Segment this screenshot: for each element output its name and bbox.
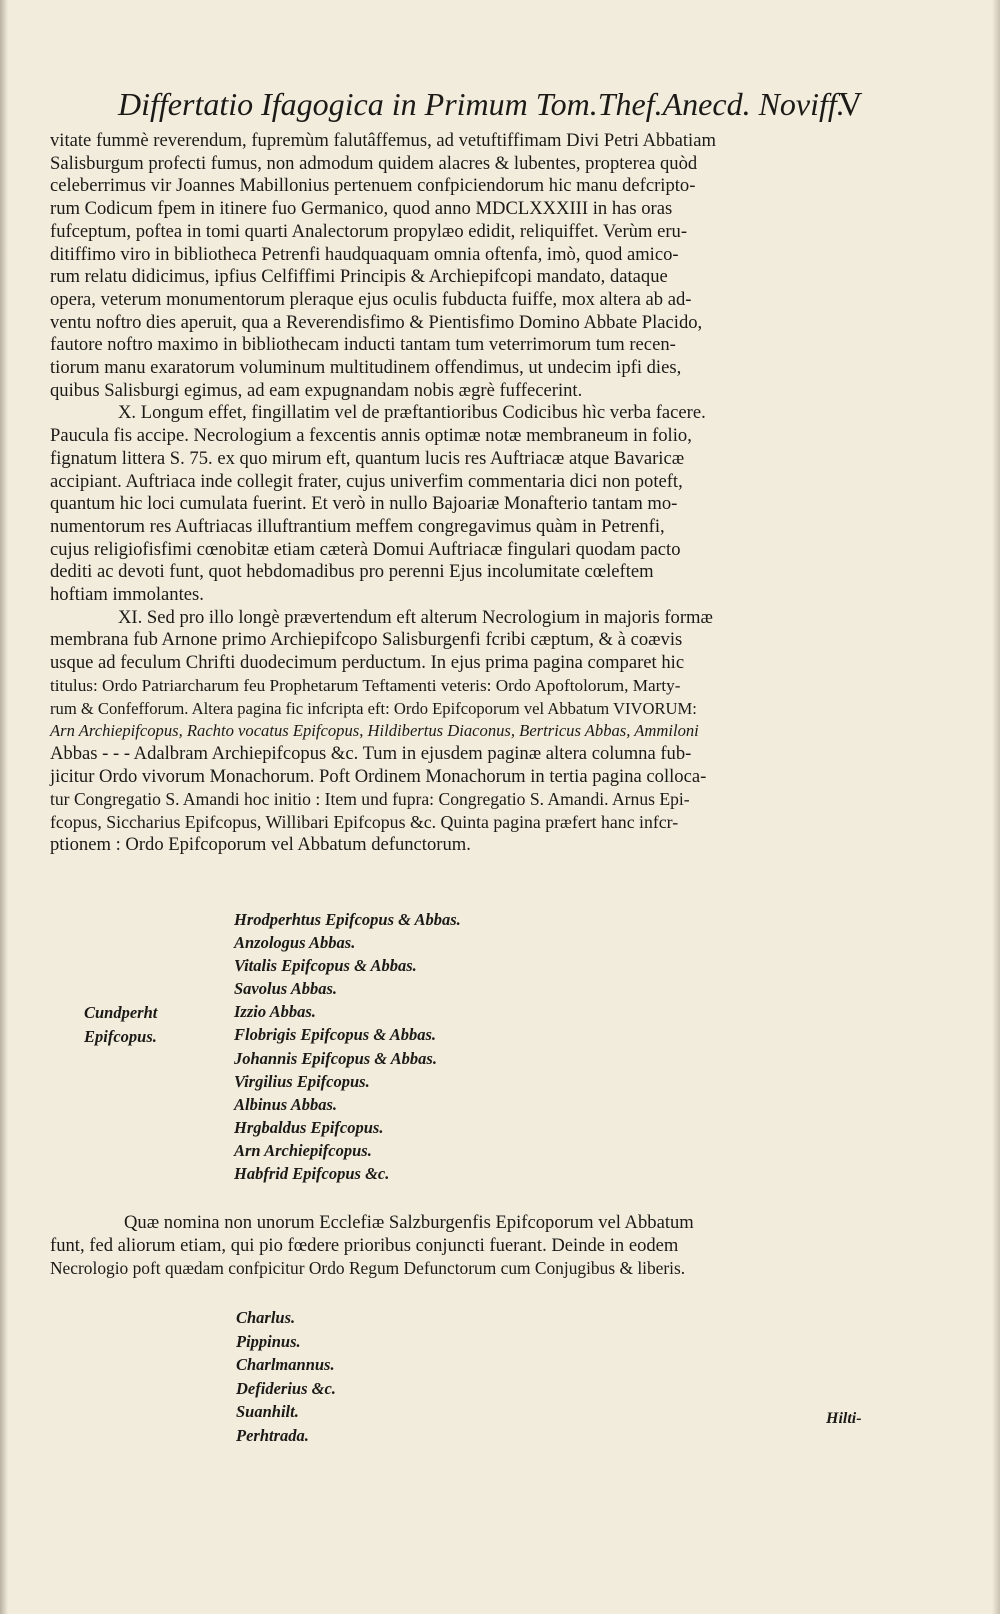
text-line: Paucula fis accipe. Necrologium a fexcentis annis optimæ notæ membraneum in folio, — [50, 425, 692, 447]
header-title: Differtatio Ifagogica in Primum Tom.Thef.Anecd. Noviff. — [118, 86, 845, 122]
text-line: ditiffimo viro in bibliotheca Petrenfi haudquaquam omnia oftenfa, imò, quod amico- — [50, 243, 679, 265]
list-item: Pippinus. — [236, 1331, 301, 1351]
page-edge-shadow — [0, 0, 8, 1614]
text-line: X. Longum effet, fingillatim vel de præftantioribus Codicibus hìc verba facere. — [118, 402, 706, 424]
text-line: accipiant. Auftriaca inde collegit frater, cujus univerfim commentaria dici non poteft, — [50, 470, 683, 492]
main-text — [50, 130, 874, 857]
list-item: Anzologus Abbas. — [234, 933, 356, 953]
margin-note-line: Cundperht — [84, 1003, 158, 1022]
text-line: rum & Confefforum. Altera pagina fic infcripta eft: Ordo Epifcoporum vel Abbatum VIVORUM: — [50, 698, 697, 718]
list-item: Flobrigis Epifcopus & Abbas. — [234, 1025, 437, 1045]
text-line: cujus religiofisfimi cœnobitæ etiam cæterà Domui Auftriacæ fingulari quodam pacto — [50, 538, 681, 560]
text-line: fautore noftro maximo in bibliothecam inducti tantam tum veterrimorum tum recen- — [50, 334, 676, 356]
text-line: fignatum littera S. 75. ex quo mirum eft, quantum lucis res Auftriacæ atque Bavaricæ — [50, 447, 685, 469]
text-line: vitate fummè reverendum, fupremùm falutâffemus, ad vetuftiffimam Divi Petri Abbatiam — [50, 130, 716, 151]
list-kings — [236, 1306, 336, 1448]
paragraph-x — [50, 402, 874, 606]
text-line: rum relatu didicimus, ipfius Celfiffimi Principis & Archiepifcopi mandato, dataque — [50, 266, 668, 288]
paragraph-xi — [50, 607, 874, 857]
catchword: Hilti- — [826, 1410, 862, 1427]
text-line: tur Congregatio S. Amandi hoc initio : Item und fupra: Congregatio S. Amandi. Arnus Epi- — [50, 789, 690, 810]
text-line: membrana fub Arnone primo Archiepifcopo Salisburgenfi fcribi cæptum, & à coævis — [50, 629, 683, 651]
text-line: XI. Sed pro illo longè prævertendum eft alterum Necrologium in majoris formæ — [118, 606, 713, 628]
list-bishops-abbots — [234, 908, 461, 1185]
list-item: Johannis Epifcopus & Abbas. — [234, 1048, 437, 1068]
list-item: Perhtrada. — [236, 1425, 309, 1445]
list-item: Savolus Abbas. — [234, 979, 337, 999]
margin-note-line: Epifcopus. — [84, 1027, 157, 1046]
list-item: Suanhilt. — [236, 1402, 299, 1422]
list-item: Habfrid Epifcopus &c. — [234, 1164, 390, 1184]
list-item: Charlmannus. — [236, 1355, 335, 1375]
list-item: Hrodperhtus Epifcopus & Abbas. — [234, 910, 461, 929]
text-line: tiorum manu exaratorum voluminum multitudinem offendimus, ut undecim ipfi dies, — [50, 357, 682, 379]
text-line: ventu noftro dies aperuit, qua a Reverendisfimo & Pientisfimo Domino Abbate Placido, — [50, 311, 703, 333]
text-line: Quæ nomina non unorum Ecclefiæ Salzburgenfis Epifcoporum vel Abbatum — [124, 1212, 694, 1233]
list-item: Albinus Abbas. — [234, 1094, 338, 1114]
running-header — [118, 86, 888, 128]
text-line: celeberrimus vir Joannes Mabillonius pertenuem confpiciendorum hic manu defcripto- — [50, 175, 696, 197]
text-line: Necrologio poft quædam confpicitur Ordo Regum Defunctorum cum Conjugibus & liberis. — [50, 1258, 686, 1279]
text-line: dediti ac devoti funt, quot hebdomadibus pro perenni Ejus incolumitate cœleftem — [50, 561, 654, 583]
list-item: Hrgbaldus Epifcopus. — [234, 1117, 384, 1137]
paragraph-nomina — [50, 1212, 874, 1280]
text-line: fufceptum, poftea in tomi quarti Analectorum propylæo edidit, reliquiffet. Verùm eru- — [50, 220, 688, 242]
text-line: funt, fed aliorum etiam, qui pio fœdere prioribus conjuncti fuerant. Deinde in eodem — [50, 1234, 679, 1256]
text-line: ptionem : Ordo Epifcoporum vel Abbatum defunctorum. — [50, 833, 471, 855]
list-item: Arn Archiepifcopus. — [234, 1140, 372, 1160]
text-line: opera, veterum monumentorum pleraque ejus oculis fubducta fuiffe, mox altera ab ad- — [50, 288, 692, 310]
text-line: titulus: Ordo Patriarcharum feu Prophetarum Teftamenti veteris: Ordo Apoftolorum, Marty- — [50, 675, 681, 695]
text-line: hoftiam immolantes. — [50, 584, 204, 606]
margin-note — [84, 1001, 157, 1049]
list-item: Izzio Abbas. — [234, 1002, 316, 1022]
text-line: usque ad feculum Chrifti duodecimum perductum. In ejus prima pagina comparet hic — [50, 652, 685, 674]
page-edge-shadow — [992, 0, 1000, 1614]
text-line: Arn Archiepifcopus, Rachto vocatus Epifcopus, Hildibertus Diaconus, Bertricus Abbas, Ammiloni — [50, 721, 699, 741]
text-line: quibus Salisburgi egimus, ad eam expugnandam nobis ægrè fuffecerint. — [50, 379, 583, 401]
page-number: V — [838, 86, 863, 123]
list-item: Vitalis Epifcopus & Abbas. — [234, 956, 417, 976]
text-line: quantum hic loci cumulata fuerint. Et verò in nullo Bajoariæ Monafterio tantam mo- — [50, 493, 678, 515]
list-item: Charlus. — [236, 1308, 296, 1327]
text-line: jicitur Ordo vivorum Monachorum. Poft Ordinem Monachorum in tertia pagina colloca- — [50, 765, 707, 787]
text-line: numentorum res Auftriacas illuftrantium meffem congregavimus quàm in Petrenfi, — [50, 515, 665, 537]
text-line: rum Codicum fpem in itinere fuo Germanico, quod anno MDCLXXXIII in has oras — [50, 198, 673, 220]
text-line: fcopus, Siccharius Epifcopus, Willibari Epifcopus &c. Quinta pagina præfert hanc infcr- — [50, 812, 679, 833]
paragraph-intro — [50, 130, 874, 402]
list-item: Virgilius Epifcopus. — [234, 1071, 370, 1091]
text-line: Salisburgum profecti fumus, non admodum quidem alacres & lubentes, propterea quòd — [50, 152, 698, 174]
list-item: Defiderius &c. — [236, 1378, 336, 1398]
text-line: Abbas - - - Adalbram Archiepifcopus &c. Tum in ejusdem paginæ altera columna fub- — [50, 742, 692, 764]
